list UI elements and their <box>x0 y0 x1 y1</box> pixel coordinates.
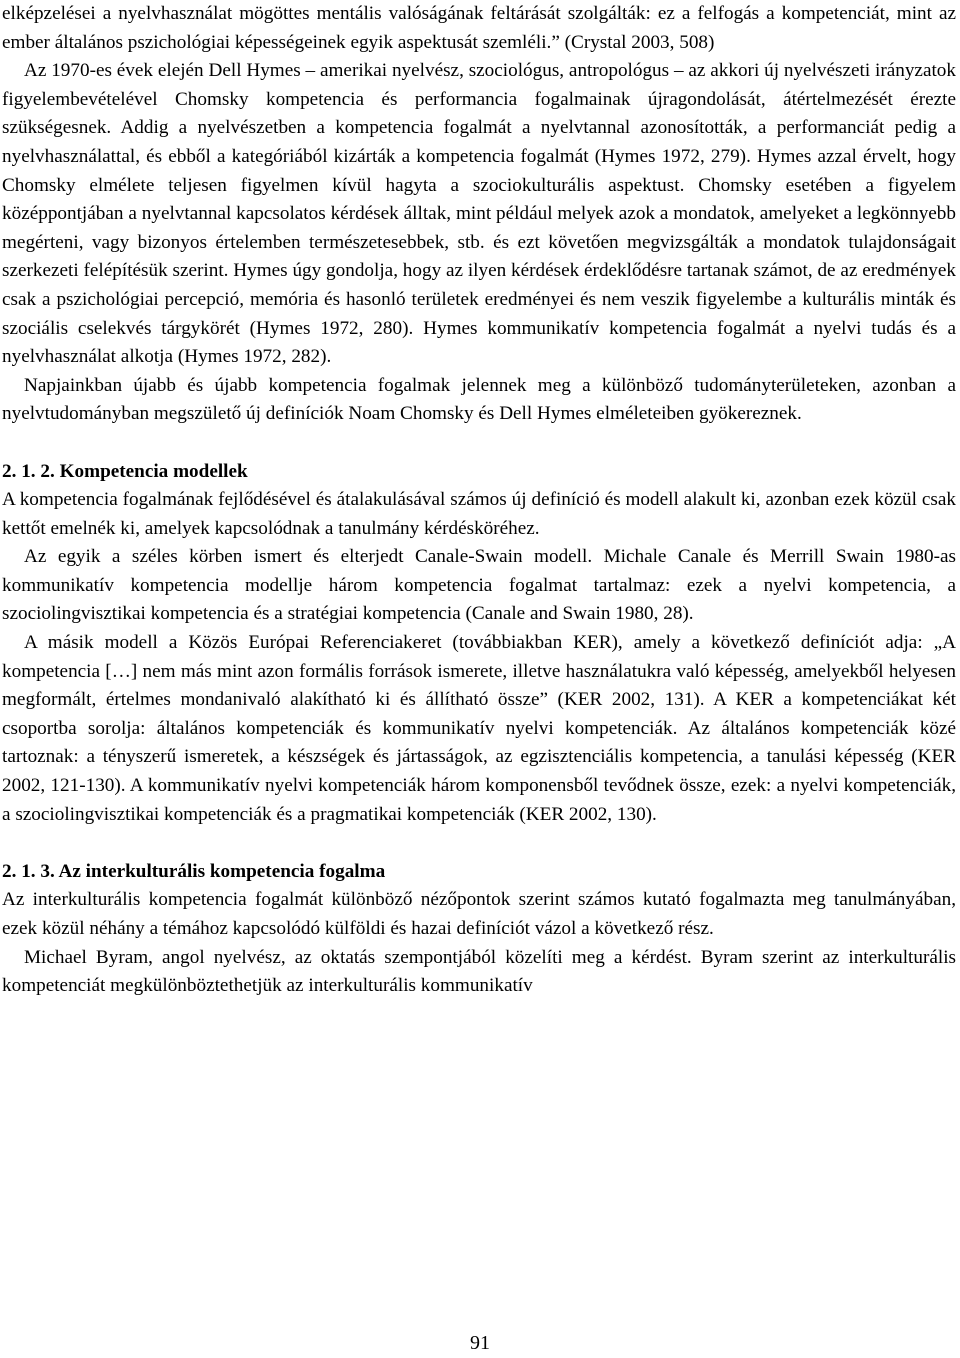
section-heading-interkulturalis: 2. 1. 3. Az interkulturális kompetencia fogalma <box>2 860 386 882</box>
paragraph-modellek-intro: A kompetencia fogalmának fejlődésével és átalakulásával számos új definíció és modell alakult ki, azonban ezek közül csak kettőt emelnék ki, amelyek kapcsolódnak a tanulmány kérdésköréhez. <box>2 489 956 539</box>
section-heading-kompetencia-modellek: 2. 1. 2. Kompetencia modellek <box>2 460 248 482</box>
spacer <box>2 429 956 458</box>
spacer <box>2 829 956 858</box>
document-body <box>2 0 956 1001</box>
paragraph-ker: A másik modell a Közös Európai Referenciakeret (továbbiakban KER), amely a következő definíciót adja: „A kompetencia […] nem más mint azon formális források ismerete, illetve használatukra való képesség, amelyekből helyesen megformált, értelmes mondanivaló alakítható ki és állítható össze” (KER 2002, 131). A KER a kompetenciákat két csoportba sorolja: általános kompetenciák és kommunikatív nyelvi kompetenciák. Az általános kompetenciák közé tartoznak: a tényszerű ismeretek, a készségek és jártasságok, az egzisztenciális kompetencia, a tanulási képesség (KER 2002, 121-130). A kommunikatív nyelvi kompetenciák három komponensből tevődnek össze, ezek: a nyelvi kompetenciák, a szociolingvisztikai kompetenciák és a pragmatikai kompetenciák (KER 2002, 130). <box>2 632 956 825</box>
paragraph-interkulturalis-intro: Az interkulturális kompetencia fogalmát különböző nézőpontok szerint számos kutató fogalmazta meg tanulmányában, ezek közül néhány a témához kapcsolódó külföldi és hazai definíciót vázol a következő rész. <box>2 889 956 939</box>
page-number: 91 <box>470 1332 490 1354</box>
paragraph-napjainkban: Napjainkban újabb és újabb kompetencia fogalmak jelennek meg a különböző tudományterületeken, azonban a nyelvtudományban megszülető új definíciók Noam Chomsky és Dell Hymes elméleteiben gyökereznek. <box>2 374 956 425</box>
paragraph-hymes: Az 1970-es évek elején Dell Hymes – amerikai nyelvész, szociológus, antropológus – az akkori új nyelvészeti irányzatok figyelembevételével Chomsky kompetencia és performancia fogalmainak újragondolását, átértelmezését érezte szükségesnek. Addig a nyelvészetben a kompetencia fogalmát a nyelvtannal azonosították, a performanciát pedig a nyelvhasználattal, és ebből a kategóriából kizárták a kompetencia fogalmát (Hymes 1972, 279). Hymes azzal érvelt, hogy Chomsky elmélete teljesen figyelmen kívül hagyta a szociokulturális aspektust. Chomsky esetében a figyelem középpontjában a nyelvtannal kapcsolatos kérdések álltak, mint például melyek azok a mondatok, amelyeket a legkönnyebb megérteni, vagy bizonyos értelemben természetesebbek, stb. és ezt követően megvizsgálták a mondatok tulajdonságait szerkezeti felépítésük szerint. Hymes úgy gondolja, hogy az ilyen kérdések érdeklődésre tartanak számot, de az eredmények csak a pszichológiai percepció, memória és hasonló területek eredményei és nem veszik figyelembe a kulturális minták és szociális cselekvés tárgykörét (Hymes 1972, 280). Hymes kommunikatív kompetencia fogalmát a nyelvi tudás és a nyelvhasználat alkotja (Hymes 1972, 282). <box>2 60 956 368</box>
paragraph-canale-swain: Az egyik a széles körben ismert és elterjedt Canale-Swain modell. Michale Canale és Merrill Swain 1980-as kommunikatív kompetencia modellje három kompetencia fogalmat tartalmaz: ezek a nyelvi kompetencia, a szociolingvisztikai kompetencia és a stratégiai kompetencia (Canale and Swain 1980, 28). <box>2 546 956 625</box>
paragraph-crystal-quote: elképzelései a nyelvhasználat mögöttes mentális valóságának feltárását szolgálták: ez a felfogás a kompetenciát, mint az ember általános pszichológiai képességeinek egyik aspektusát szemléli.” (Crystal 2003, 508) <box>2 3 956 53</box>
paragraph-byram: Michael Byram, angol nyelvész, az oktatás szempontjából közelíti meg a kérdést. Byram szerint az interkulturális kompetenciát megkülönböztethetjük az interkulturális kommunikatív <box>2 946 956 997</box>
